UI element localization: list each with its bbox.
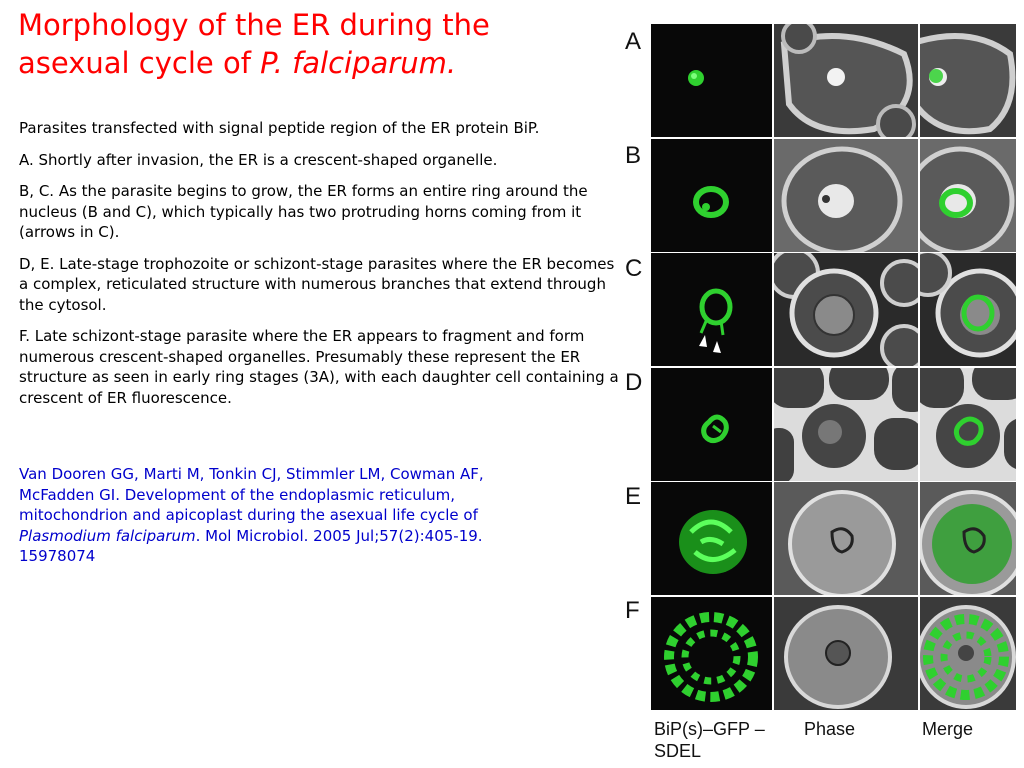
panel-a-merge	[920, 24, 1016, 137]
panel-f-phase	[774, 597, 918, 710]
title-line-1: Morphology of the ER during the	[18, 8, 490, 42]
citation-species: Plasmodium falciparum	[19, 526, 196, 545]
title-species: P. falciparum.	[260, 46, 457, 80]
row-label-b: B	[625, 142, 642, 169]
panel-c-merge	[920, 253, 1016, 366]
panel-b-phase	[774, 139, 918, 252]
column-label-merge: Merge	[922, 719, 974, 739]
column-label-gfp: BiP(s)–GFP –SDEL	[654, 719, 765, 761]
panel-c-phase	[774, 253, 918, 366]
citation-authors-title: Van Dooren GG, Marti M, Tonkin CJ, Stimmler LM, Cowman AF, McFadden GI. Development of the endoplasmic reticulum, mitochondrion and apicoplast during the asexual life cycle of	[19, 465, 484, 524]
panel-f-fluorescence	[651, 597, 772, 710]
slide-title	[18, 6, 618, 82]
panel-d-fluorescence	[651, 368, 772, 481]
citation	[19, 464, 539, 567]
row-label-a: A	[625, 28, 642, 55]
citation-journal: . Mol Microbiol. 2005 Jul;57(2):405-19. 15978074	[19, 526, 483, 565]
panel-a-phase	[774, 24, 918, 137]
row-label-d: D	[625, 369, 643, 396]
row-label-f: F	[625, 597, 640, 624]
paragraph-de: D, E. Late-stage trophozoite or schizont-stage parasites where the ER becomes a complex, reticulated structure with numerous branches that extend through the cytosol.	[19, 254, 615, 314]
paragraph-a: A. Shortly after invasion, the ER is a crescent-shaped organelle.	[19, 150, 498, 169]
row-label-c: C	[625, 255, 643, 282]
microscopy-figure	[620, 22, 1020, 764]
title-line-2-prefix: asexual cycle of	[18, 46, 261, 80]
row-label-e: E	[625, 483, 642, 510]
panel-e-fluorescence	[651, 482, 772, 595]
panel-b-merge	[920, 139, 1016, 252]
paragraph-intro: Parasites transfected with signal peptide region of the ER protein BiP.	[19, 119, 540, 137]
panel-d-merge	[920, 368, 1016, 481]
panel-f-merge	[920, 597, 1016, 710]
panel-e-phase	[774, 482, 918, 595]
panel-e-merge	[920, 482, 1016, 595]
paragraph-bc: B, C. As the parasite begins to grow, the ER forms an entire ring around the nucleus (B and C), which typically has two protruding horns coming from it (arrows in C).	[19, 182, 588, 241]
paragraph-f: F. Late schizont-stage parasite where the ER appears to fragment and form numerous crescent-shaped organelles. Presumably these represent the ER structure as seen in early ring stages (3A), with each daughter cell containing a crescent of ER fluorescence.	[19, 327, 619, 407]
column-label-phase: Phase	[804, 719, 856, 739]
panel-b-fluorescence	[651, 139, 772, 252]
panel-a-fluorescence	[651, 24, 772, 137]
panel-d-phase	[774, 368, 918, 481]
panel-c-fluorescence	[651, 253, 772, 366]
description-text	[19, 118, 619, 419]
